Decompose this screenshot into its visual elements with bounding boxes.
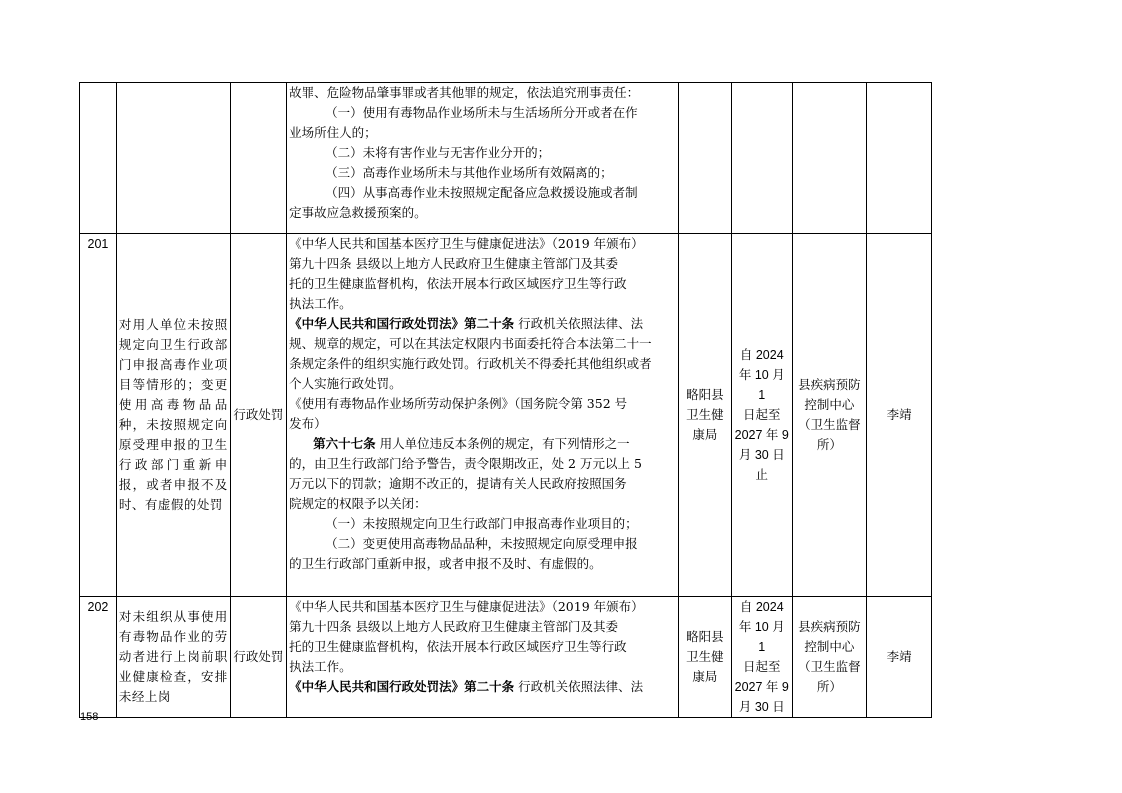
table-row-201 [80, 234, 932, 597]
law-title: 《中华人民共和国基本医疗卫生与健康促进法》（2019 年颁布） [289, 236, 644, 251]
basis-line: 执法工作。 [289, 296, 352, 311]
law-title: 《中华人民共和国行政处罚法》第二十条 [289, 679, 515, 694]
legal-basis [287, 234, 679, 597]
basis-line: 规、规章的规定，可以在其法定权限内书面委托符合本法第二十一 [289, 336, 652, 351]
basis-line: 的，由卫生行政部门给予警告，责令限期改正，处 2 万元以上 5 [289, 456, 642, 471]
row-number: 202 [80, 597, 117, 718]
page-number: 158 [80, 711, 99, 723]
power-type: 行政处罚 [230, 597, 286, 718]
basis-line: 故罪、危险物品肇事罪或者其他罪的规定，依法追究刑事责任： [289, 85, 640, 100]
authority-list-table [79, 82, 932, 718]
item-name: 对未组织从事使用有毒物品作业的劳动者进行上岗前职业健康检查，安排未经上岗 [116, 597, 230, 718]
period-line: 月 30 日 [738, 448, 785, 462]
cell-type [230, 83, 286, 234]
period-line: 日起至 [743, 408, 781, 422]
table-row-continued [80, 83, 932, 234]
period-line: 2027 年 9 [734, 428, 789, 442]
basis-line: （二）变更使用高毒物品品种，未按照规定向原受理申报 [325, 536, 638, 551]
period-line: 月 30 日 [738, 700, 785, 714]
basis-line: （一）使用有毒物品作业场所未与生活场所分开或者在作 [325, 105, 638, 120]
basis-line: 第九十四条 县级以上地方人民政府卫生健康主管部门及其委 [289, 619, 619, 634]
period-line: 年 10 月 1 [738, 620, 785, 654]
basis-text: 行政机关依照法律、法 [514, 679, 644, 694]
basis-line: 定事故应急救援预案的。 [289, 205, 427, 220]
basis-line: 第九十四条 县级以上地方人民政府卫生健康主管部门及其委 [289, 256, 619, 271]
cell-unit [792, 83, 867, 234]
basis-line: 托的卫生健康监督机构，依法开展本行政区域医疗卫生等行政 [289, 639, 627, 654]
responsible-person: 李靖 [867, 234, 932, 597]
period-line: 止 [755, 468, 769, 482]
period-line: 自 2024 [739, 348, 784, 362]
cell-period [732, 83, 792, 234]
cell-no [80, 83, 117, 234]
basis-line: 万元以下的罚款；逾期不改正的，提请有关人民政府按照国务 [289, 476, 627, 491]
period-line: 2027 年 9 [734, 680, 789, 694]
responsible-dept: 略阳县卫生健康局 [678, 597, 731, 718]
legal-basis [287, 597, 679, 718]
item-name: 对用人单位未按照规定向卫生行政部门申报高毒作业项目等情形的；变更使用高毒物品品种，未按照规定向原受理申报的卫生行政部门重新申报，或者申报不及时、有虚假的处罚 [116, 234, 230, 597]
basis-line: 发布） [289, 416, 327, 431]
basis-line: 业场所住人的； [289, 125, 377, 140]
validity-period [732, 234, 792, 597]
responsible-person: 李靖 [867, 597, 932, 718]
article-title: 第六十七条 [313, 436, 376, 451]
cell-dept [678, 83, 731, 234]
basis-line: 的卫生行政部门重新申报，或者申报不及时、有虚假的。 [289, 556, 602, 571]
law-title: 《中华人民共和国行政处罚法》第二十条 [289, 316, 515, 331]
row-number: 201 [80, 234, 117, 597]
cell-basis [287, 83, 679, 234]
law-title: 《中华人民共和国基本医疗卫生与健康促进法》（2019 年颁布） [289, 599, 644, 614]
executing-unit: 县疾病预防控制中心（卫生监督所） [792, 597, 867, 718]
basis-line: 个人实施行政处罚。 [289, 376, 402, 391]
cell-name [116, 83, 230, 234]
period-line: 年 10 月 1 [738, 368, 785, 402]
basis-line: 条规定条件的组织实施行政处罚。行政机关不得委托其他组织或者 [289, 356, 652, 371]
basis-text: 用人单位违反本条例的规定，有下列情形之一 [375, 436, 630, 451]
basis-line: （三）高毒作业场所未与其他作业场所有效隔离的； [325, 165, 613, 180]
basis-line: （四）从事高毒作业未按照规定配备应急救援设施或者制 [325, 185, 638, 200]
basis-line: （二）未将有害作业与无害作业分开的； [325, 145, 551, 160]
table-row-202 [80, 597, 932, 718]
basis-line: 执法工作。 [289, 659, 352, 674]
law-title: 《使用有毒物品作业场所劳动保护条例》（国务院令第 352 号 [289, 396, 628, 411]
basis-line: 托的卫生健康监督机构，依法开展本行政区域医疗卫生等行政 [289, 276, 627, 291]
basis-line: 院规定的权限予以关闭： [289, 496, 427, 511]
power-type: 行政处罚 [230, 234, 286, 597]
responsible-dept: 略阳县卫生健康局 [678, 234, 731, 597]
executing-unit: 县疾病预防控制中心（卫生监督所） [792, 234, 867, 597]
validity-period [732, 597, 792, 718]
basis-text: 行政机关依照法律、法 [514, 316, 644, 331]
basis-line: （一）未按照规定向卫生行政部门申报高毒作业项目的； [325, 516, 638, 531]
period-line: 自 2024 [739, 600, 784, 614]
period-line: 日起至 [743, 660, 781, 674]
cell-person [867, 83, 932, 234]
